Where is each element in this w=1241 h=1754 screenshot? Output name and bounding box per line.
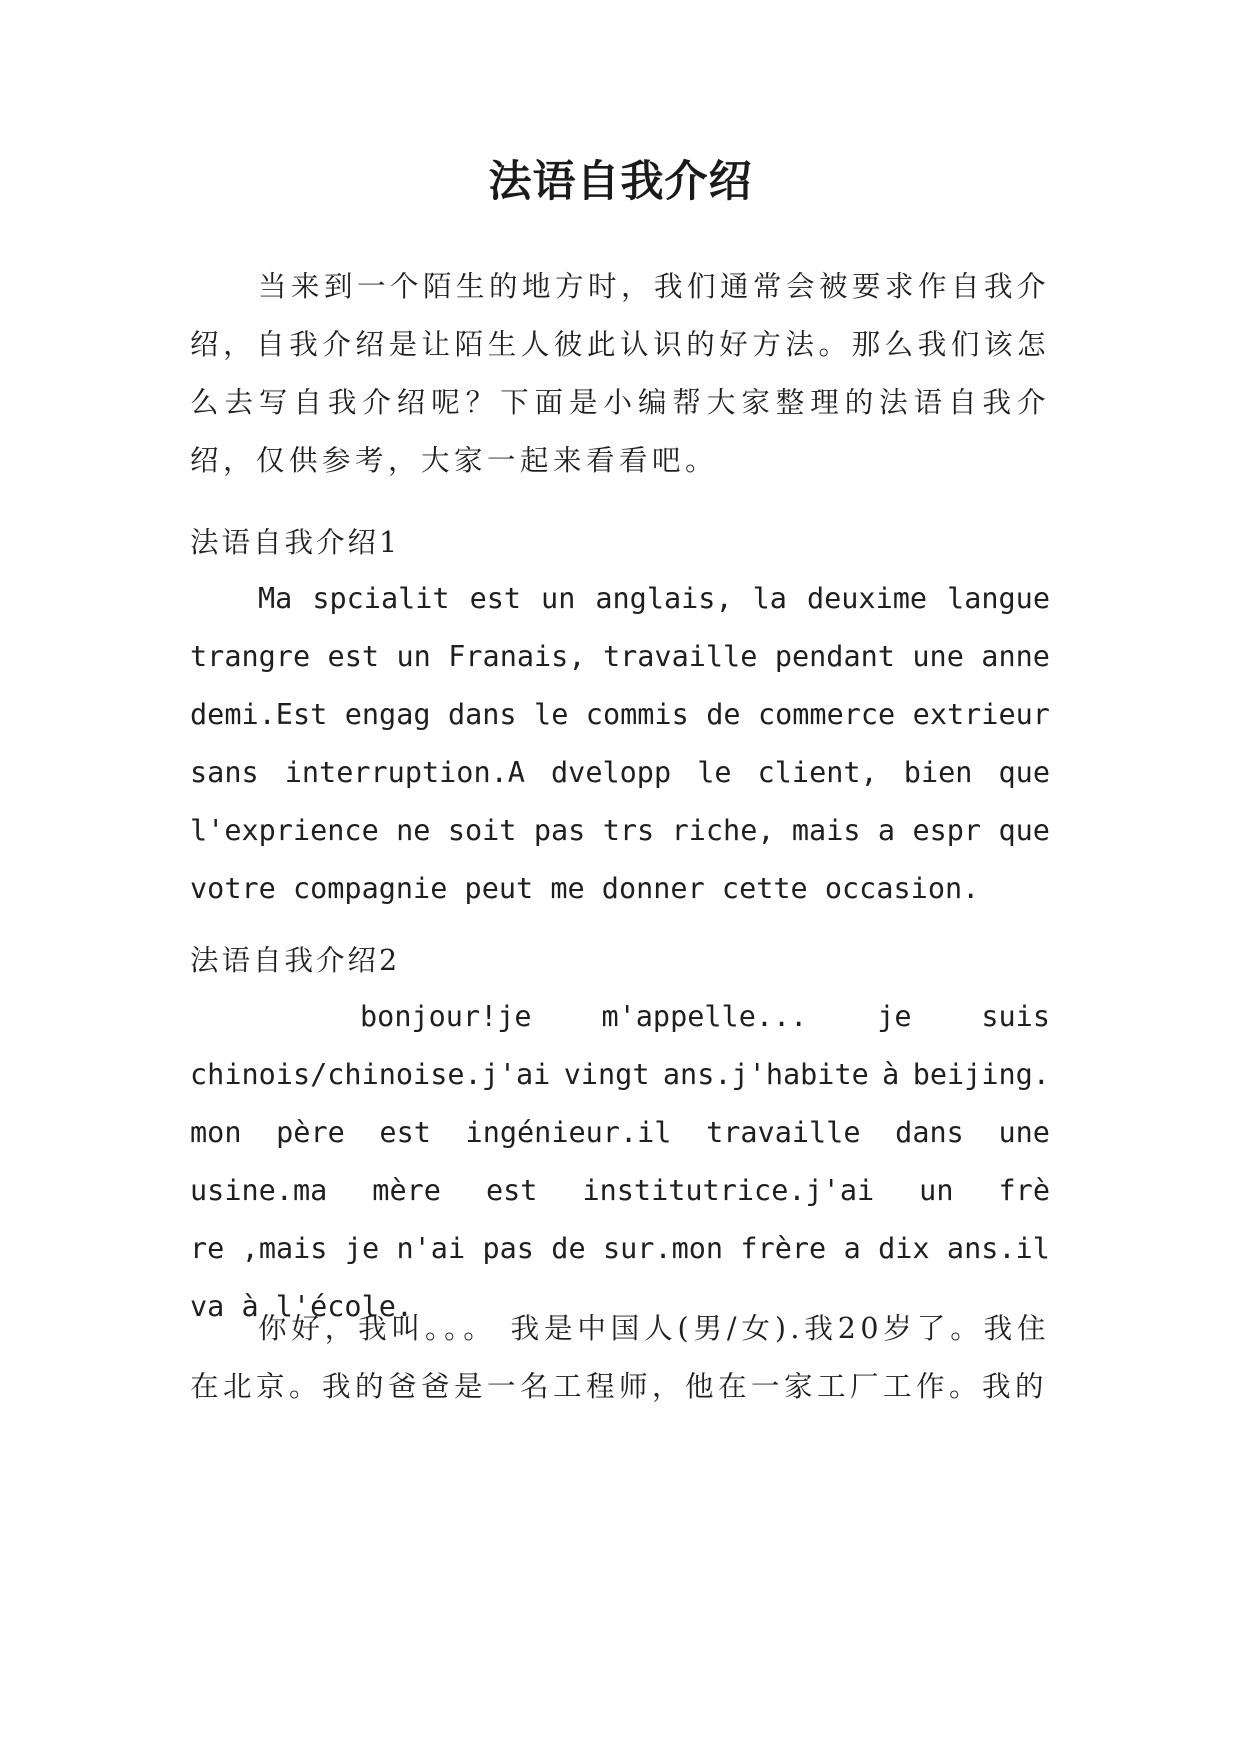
word: travaille: [602, 640, 758, 673]
word: bonjour!je: [360, 1000, 532, 1033]
word: n'ai: [396, 1232, 466, 1265]
word: client,: [757, 756, 878, 789]
word: sur.mon: [602, 1232, 724, 1265]
word: une: [998, 1116, 1050, 1149]
word: a: [843, 1232, 861, 1265]
word: chinois/chinoise.j'ai: [190, 1058, 551, 1091]
section-2-line: [190, 1162, 1050, 1220]
word: ans.il: [946, 1232, 1050, 1265]
word: est: [379, 1116, 431, 1149]
word: l'exprience: [190, 814, 379, 847]
section-1-line: votre compagnie peut me donner cette occasion.: [190, 872, 980, 905]
word: un: [919, 1174, 954, 1207]
word: commis: [585, 698, 689, 731]
word: re: [190, 1232, 225, 1265]
section-2-heading: 法语自我介绍2: [190, 944, 401, 977]
word: mais: [791, 814, 861, 847]
word: est: [469, 582, 522, 615]
word: beijing.: [912, 1058, 1050, 1091]
word: espr: [912, 814, 982, 847]
word: engag: [344, 698, 431, 731]
word: frère: [740, 1232, 827, 1265]
section-1-heading: 法语自我介绍1: [190, 526, 401, 559]
section-2-line: [190, 1220, 1050, 1278]
word: que: [998, 814, 1050, 847]
word: soit: [447, 814, 517, 847]
word: ans.j'habite: [662, 1058, 869, 1091]
word: Franais,: [448, 640, 586, 673]
section-1-line: [190, 570, 1050, 628]
word: a: [877, 814, 896, 847]
word: vingt: [563, 1058, 650, 1091]
section-2-chinese-paragraph: 你好，我叫。。。 我是中国人(男/女).我20岁了。我住在北京。我的爸爸是一名工程师，他在一家工厂工作。我的: [190, 1312, 1050, 1403]
word: ne: [396, 814, 431, 847]
word: mère: [372, 1174, 441, 1207]
word: deuxime: [806, 582, 928, 615]
section-1-line: [190, 628, 1050, 686]
word: suis: [981, 1000, 1050, 1033]
section-1-line: [190, 744, 1050, 802]
section-2-line: [190, 1104, 1050, 1162]
word: mon: [190, 1116, 242, 1149]
section-2-line: [190, 1046, 1050, 1104]
word: pendant: [774, 640, 895, 673]
word: bien: [903, 756, 973, 789]
word: usine.ma: [190, 1174, 328, 1207]
section-2-french-paragraph: [190, 988, 1050, 1336]
word: pas: [533, 814, 586, 847]
word: interruption.A: [284, 756, 525, 789]
word: le: [697, 756, 732, 789]
word: frè: [998, 1174, 1050, 1207]
word: anne: [981, 640, 1050, 673]
word: je: [877, 1000, 912, 1033]
word: un: [541, 582, 576, 615]
word: dans: [447, 698, 517, 731]
word: anglais,: [595, 582, 733, 615]
word: de: [706, 698, 741, 731]
section-1-line: [190, 686, 1050, 744]
word: ingénieur.il: [465, 1116, 672, 1149]
word: sans: [190, 756, 259, 789]
section-1-paragraph: [190, 570, 1050, 918]
document-title: 法语自我介绍: [488, 157, 753, 207]
word: m'appelle...: [601, 1000, 808, 1033]
word: dans: [895, 1116, 964, 1149]
word: trangre: [190, 640, 311, 673]
word: que: [998, 756, 1050, 789]
word: le: [534, 698, 569, 731]
word: riche,: [671, 814, 775, 847]
word: dvelopp: [551, 756, 672, 789]
word: institutrice.j'ai: [582, 1174, 875, 1207]
word: un: [396, 640, 431, 673]
word: Ma: [258, 582, 293, 615]
section-2-line: va à l'école.: [190, 1290, 414, 1323]
word: demi.Est: [190, 698, 328, 731]
word: père: [276, 1116, 345, 1149]
word: travaille: [706, 1116, 861, 1149]
word: je: [344, 1232, 380, 1265]
word: est: [485, 1174, 538, 1207]
section-1-line: [190, 802, 1050, 860]
word: extrieur: [912, 698, 1050, 731]
word: à: [882, 1058, 900, 1091]
word: langue: [947, 582, 1050, 615]
word: spcialit: [312, 582, 450, 615]
word: de: [551, 1232, 586, 1265]
word: commerce: [757, 698, 896, 731]
word: ,mais: [241, 1232, 328, 1265]
word: une: [912, 640, 964, 673]
intro-paragraph: 当来到一个陌生的地方时，我们通常会被要求作自我介绍，自我介绍是让陌生人彼此认识的好方法。那么我们该怎么去写自我介绍呢？下面是小编帮大家整理的法语自我介绍，仅供参考，大家一起来看看吧。: [190, 270, 1051, 477]
word: trs: [602, 814, 655, 847]
section-2-line: [190, 988, 1050, 1046]
word: dix: [878, 1232, 930, 1265]
word: pas: [482, 1232, 534, 1265]
word: est: [327, 640, 380, 673]
word: la: [752, 582, 787, 615]
